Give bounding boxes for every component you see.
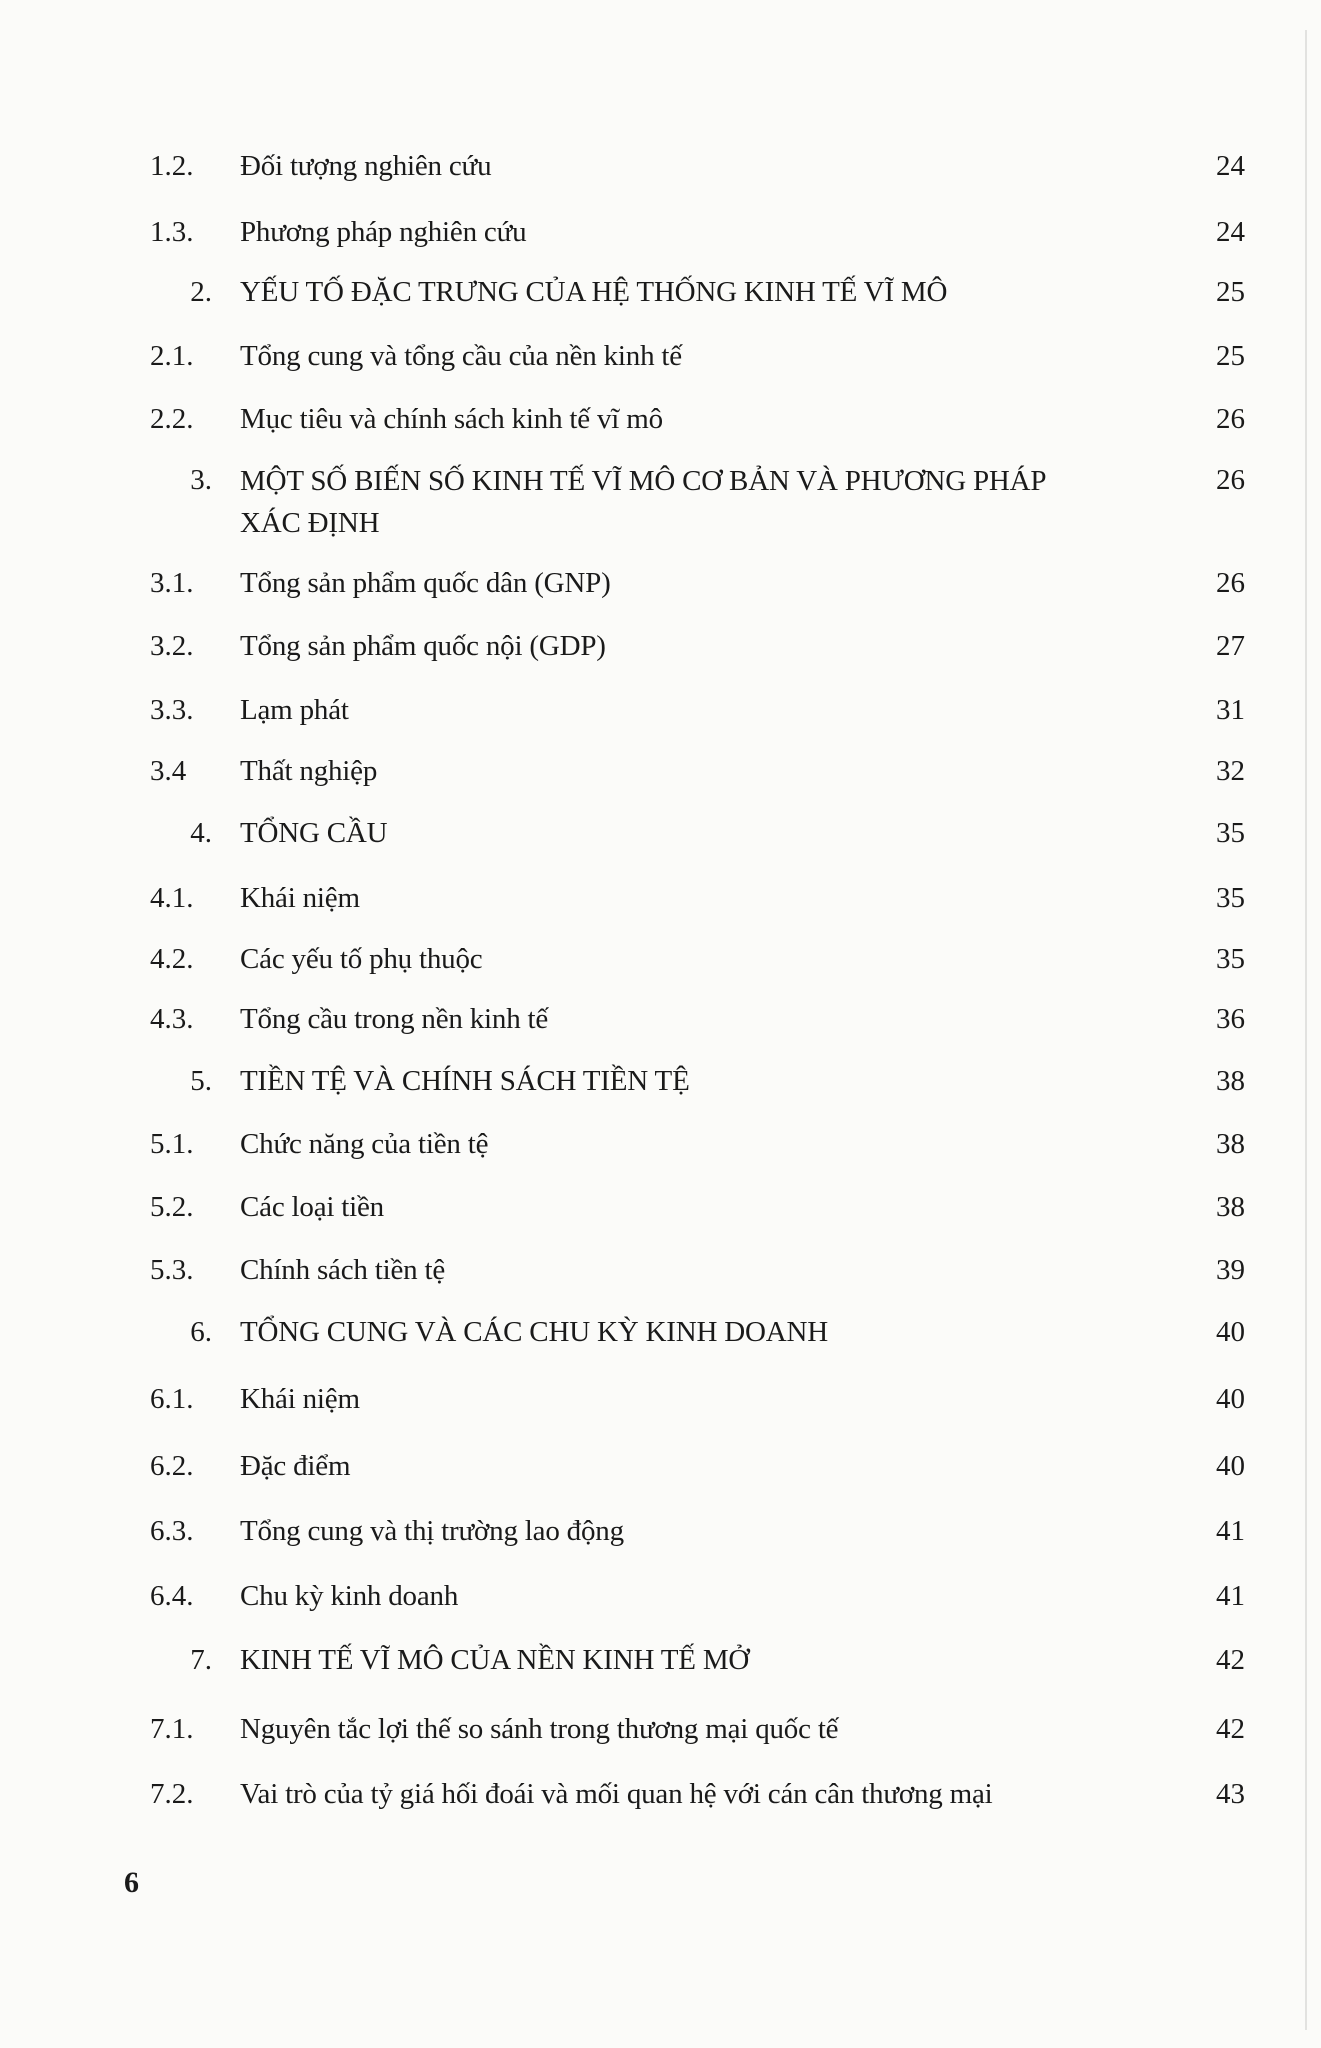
entry-title: Khái niệm xyxy=(240,1383,360,1415)
page-number: 6 xyxy=(124,1866,139,1899)
entry-page: 24 xyxy=(1216,216,1245,248)
entry-title: Tổng cung và thị trường lao động xyxy=(240,1515,624,1547)
entry-title: Vai trò của tỷ giá hối đoái và mối quan hệ với cán cân thương mại xyxy=(240,1778,993,1810)
toc-entry xyxy=(0,1511,1321,1551)
entry-number: 5.1. xyxy=(150,1128,194,1160)
entry-title: Tổng cầu trong nền kinh tế xyxy=(240,1003,549,1035)
toc-entry xyxy=(0,1250,1321,1290)
entry-title: Chức năng của tiền tệ xyxy=(240,1128,489,1160)
entry-title: MỘT SỐ BIẾN SỐ KINH TẾ VĨ MÔ CƠ BẢN VÀ PHƯƠNG PHÁP XÁC ĐỊNH xyxy=(240,465,1046,539)
entry-page: 26 xyxy=(1216,464,1245,496)
entry-number: 3.3. xyxy=(150,694,194,726)
toc-entry xyxy=(0,1446,1321,1486)
entry-page: 40 xyxy=(1216,1450,1245,1482)
toc-entry xyxy=(0,1312,1321,1352)
toc-entry xyxy=(0,1640,1321,1680)
entry-number: 3.1. xyxy=(150,567,194,599)
entry-title: Mục tiêu và chính sách kinh tế vĩ mô xyxy=(240,403,663,435)
toc-entry xyxy=(0,626,1321,666)
entry-number: 3.4 xyxy=(150,755,187,787)
entry-page: 32 xyxy=(1216,755,1245,787)
entry-number: 5. xyxy=(190,1065,212,1097)
entry-title: YẾU TỐ ĐẶC TRƯNG CỦA HỆ THỐNG KINH TẾ VĨ MÔ xyxy=(240,276,948,308)
entry-page: 35 xyxy=(1216,882,1245,914)
entry-title: Lạm phát xyxy=(240,694,349,726)
entry-number: 6.1. xyxy=(150,1383,194,1415)
toc-entry xyxy=(0,399,1321,439)
toc-entry xyxy=(0,878,1321,918)
entry-number: 4.1. xyxy=(150,882,194,914)
entry-page: 26 xyxy=(1216,403,1245,435)
entry-title: Tổng sản phẩm quốc nội (GDP) xyxy=(240,630,606,662)
toc-entry xyxy=(0,939,1321,979)
entry-page: 25 xyxy=(1216,340,1245,372)
entry-title: Các loại tiền xyxy=(240,1191,384,1223)
entry-title: KINH TẾ VĨ MÔ CỦA NỀN KINH TẾ MỞ xyxy=(240,1644,750,1676)
entry-number: 7.2. xyxy=(150,1778,194,1810)
toc-entry xyxy=(0,1124,1321,1164)
entry-page: 38 xyxy=(1216,1191,1245,1223)
entry-page: 42 xyxy=(1216,1644,1245,1676)
entry-page: 35 xyxy=(1216,817,1245,849)
entry-title: TIỀN TỆ VÀ CHÍNH SÁCH TIỀN TỆ xyxy=(240,1065,690,1097)
entry-title: Nguyên tắc lợi thế so sánh trong thương mại quốc tế xyxy=(240,1713,839,1745)
entry-number: 6.2. xyxy=(150,1450,194,1482)
entry-page: 43 xyxy=(1216,1778,1245,1810)
entry-number: 7.1. xyxy=(150,1713,194,1745)
toc-entry xyxy=(0,1379,1321,1419)
entry-number: 4.3. xyxy=(150,1003,194,1035)
toc-entry xyxy=(0,1187,1321,1227)
entry-number: 4. xyxy=(190,817,212,849)
entry-title: Đối tượng nghiên cứu xyxy=(240,150,492,182)
entry-number: 6.4. xyxy=(150,1580,194,1612)
entry-number: 6.3. xyxy=(150,1515,194,1547)
entry-page: 25 xyxy=(1216,276,1245,308)
entry-number: 1.2. xyxy=(150,150,194,182)
toc-entry xyxy=(0,336,1321,376)
toc-entry xyxy=(0,272,1321,312)
entry-number: 3. xyxy=(190,464,212,496)
toc-entry xyxy=(0,690,1321,730)
entry-number: 2.2. xyxy=(150,403,194,435)
entry-number: 2.1. xyxy=(150,340,194,372)
toc-entry xyxy=(0,212,1321,252)
toc-entry xyxy=(0,563,1321,603)
entry-title: Các yếu tố phụ thuộc xyxy=(240,943,483,975)
entry-page: 36 xyxy=(1216,1003,1245,1035)
toc-entry xyxy=(0,999,1321,1039)
entry-number: 1.3. xyxy=(150,216,194,248)
entry-number: 3.2. xyxy=(150,630,194,662)
entry-title: Thất nghiệp xyxy=(240,755,378,787)
entry-page: 27 xyxy=(1216,630,1245,662)
entry-title: Chu kỳ kinh doanh xyxy=(240,1580,459,1612)
entry-title: Tổng cung và tổng cầu của nền kinh tế xyxy=(240,340,682,372)
toc-entry xyxy=(0,1061,1321,1101)
entry-page: 38 xyxy=(1216,1065,1245,1097)
toc-entry xyxy=(0,1576,1321,1616)
entry-page: 24 xyxy=(1216,150,1245,182)
entry-page: 40 xyxy=(1216,1316,1245,1348)
entry-page: 26 xyxy=(1216,567,1245,599)
entry-page: 40 xyxy=(1216,1383,1245,1415)
entry-title: TỔNG CẦU xyxy=(240,817,388,849)
entry-title: Khái niệm xyxy=(240,882,360,914)
entry-title: Tổng sản phẩm quốc dân (GNP) xyxy=(240,567,611,599)
toc-entry xyxy=(0,460,1321,539)
entry-title: Đặc điểm xyxy=(240,1450,351,1482)
toc-entry xyxy=(0,751,1321,791)
entry-page: 42 xyxy=(1216,1713,1245,1745)
entry-number: 5.3. xyxy=(150,1254,194,1286)
entry-page: 41 xyxy=(1216,1580,1245,1612)
entry-page: 41 xyxy=(1216,1515,1245,1547)
entry-title: Chính sách tiền tệ xyxy=(240,1254,445,1286)
entry-number: 7. xyxy=(190,1644,212,1676)
entry-number: 4.2. xyxy=(150,943,194,975)
entry-page: 31 xyxy=(1216,694,1245,726)
toc-entry xyxy=(0,813,1321,853)
entry-number: 6. xyxy=(190,1316,212,1348)
toc-entry xyxy=(0,1709,1321,1749)
toc-entry xyxy=(0,1774,1321,1814)
entry-page: 39 xyxy=(1216,1254,1245,1286)
entry-page: 35 xyxy=(1216,943,1245,975)
entry-number: 2. xyxy=(190,276,212,308)
entry-title: Phương pháp nghiên cứu xyxy=(240,216,527,248)
entry-title: TỔNG CUNG VÀ CÁC CHU KỲ KINH DOANH xyxy=(240,1316,828,1348)
entry-page: 38 xyxy=(1216,1128,1245,1160)
toc-entry xyxy=(0,146,1321,186)
entry-number: 5.2. xyxy=(150,1191,194,1223)
